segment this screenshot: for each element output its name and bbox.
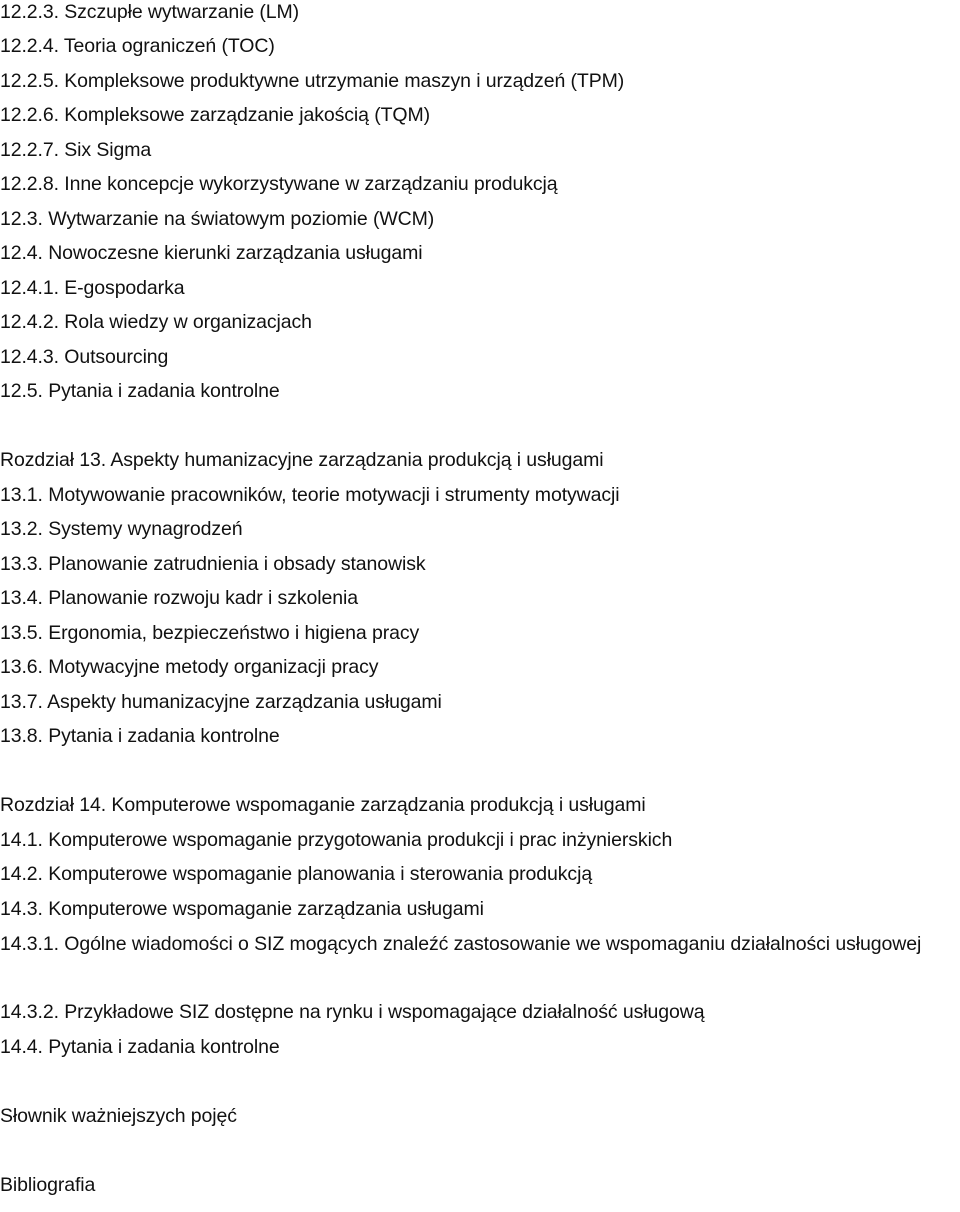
toc-entry-12-2-8: 12.2.8. Inne koncepcje wykorzystywane w zarządzaniu produkcją (0, 173, 558, 195)
toc-entry-14-4: 14.4. Pytania i zadania kontrolne (0, 1036, 280, 1058)
toc-entry-12-2-4: 12.2.4. Teoria ograniczeń (TOC) (0, 35, 275, 57)
toc-entry-13-3: 13.3. Planowanie zatrudnienia i obsady stanowisk (0, 553, 426, 575)
toc-entry-12-2-5: 12.2.5. Kompleksowe produktywne utrzymanie maszyn i urządzeń (TPM) (0, 70, 625, 92)
toc-entry-14-3-1: 14.3.1. Ogólne wiadomości o SIZ mogących znaleźć zastosowanie we wspomaganiu działalności usługowej (0, 933, 922, 955)
toc-chapter-13: Rozdział 13. Aspekty humanizacyjne zarządzania produkcją i usługami (0, 449, 604, 471)
toc-glossary: Słownik ważniejszych pojęć (0, 1105, 237, 1127)
toc-entry-12-2-3: 12.2.3. Szczupłe wytwarzanie (LM) (0, 1, 300, 23)
toc-entry-12-4: 12.4. Nowoczesne kierunki zarządzania usługami (0, 242, 423, 264)
toc-entry-14-1: 14.1. Komputerowe wspomaganie przygotowania produkcji i prac inżynierskich (0, 829, 673, 851)
toc-entry-14-2: 14.2. Komputerowe wspomaganie planowania i sterowania produkcją (0, 863, 593, 885)
toc-entry-14-3: 14.3. Komputerowe wspomaganie zarządzania usługami (0, 898, 484, 920)
toc-bibliography: Bibliografia (0, 1174, 96, 1196)
toc-chapter-14: Rozdział 14. Komputerowe wspomaganie zarządzania produkcją i usługami (0, 794, 646, 816)
toc-entry-13-2: 13.2. Systemy wynagrodzeń (0, 518, 243, 540)
toc-entry-13-4: 13.4. Planowanie rozwoju kadr i szkolenia (0, 587, 358, 609)
toc-entry-12-2-6: 12.2.6. Kompleksowe zarządzanie jakością (TQM) (0, 104, 430, 126)
toc-entry-12-4-3: 12.4.3. Outsourcing (0, 346, 169, 368)
toc-entry-13-8: 13.8. Pytania i zadania kontrolne (0, 725, 280, 747)
toc-entry-14-3-2: 14.3.2. Przykładowe SIZ dostępne na rynku i wspomagające działalność usługową (0, 1001, 705, 1023)
toc-entry-12-2-7: 12.2.7. Six Sigma (0, 139, 152, 161)
toc-entry-13-6: 13.6. Motywacyjne metody organizacji pracy (0, 656, 379, 678)
toc-entry-13-1: 13.1. Motywowanie pracowników, teorie motywacji i strumenty motywacji (0, 484, 620, 506)
toc-entry-12-3: 12.3. Wytwarzanie na światowym poziomie (WCM) (0, 208, 435, 230)
toc-entry-12-4-1: 12.4.1. E-gospodarka (0, 277, 185, 299)
toc-entry-13-5: 13.5. Ergonomia, bezpieczeństwo i higiena pracy (0, 622, 420, 644)
toc-entry-12-4-2: 12.4.2. Rola wiedzy w organizacjach (0, 311, 312, 333)
toc-entry-13-7: 13.7. Aspekty humanizacyjne zarządzania usługami (0, 691, 442, 713)
toc-entry-12-5: 12.5. Pytania i zadania kontrolne (0, 380, 280, 402)
